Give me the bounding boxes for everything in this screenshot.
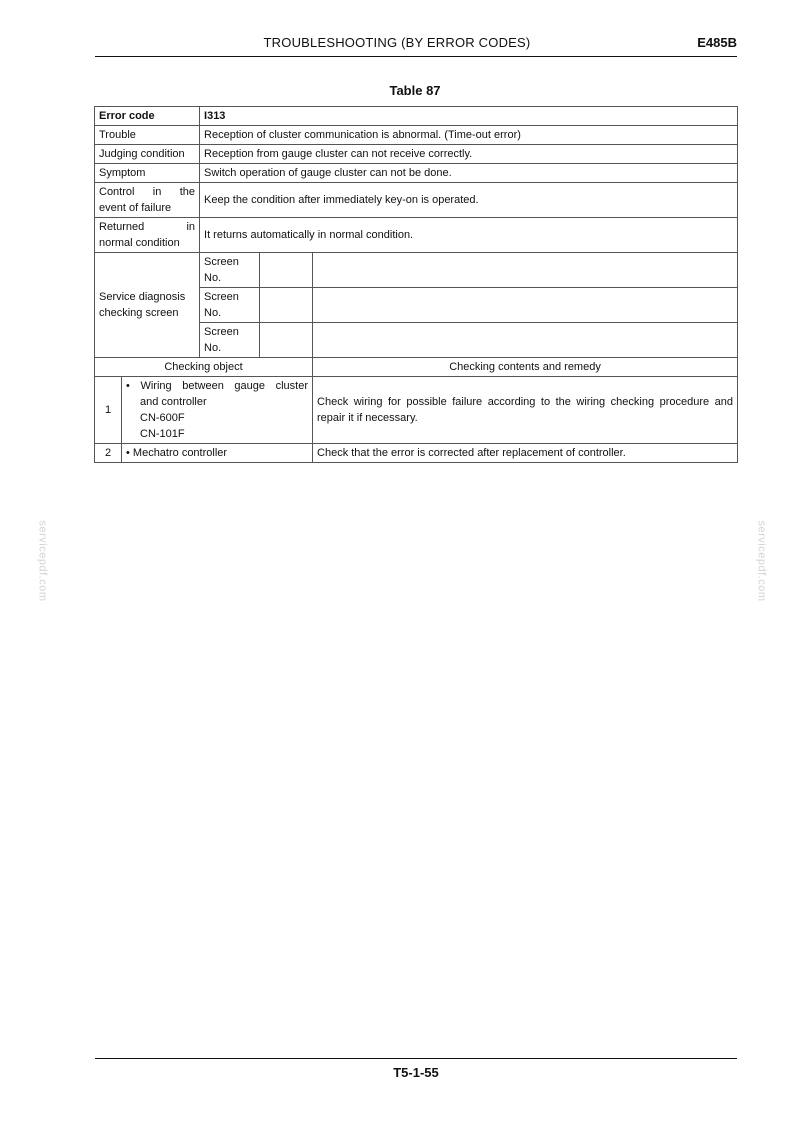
connector-label: CN-600F — [140, 412, 185, 424]
header-checking-contents: Checking contents and remedy — [313, 358, 738, 377]
check-row-1 — [95, 377, 738, 444]
row-trouble — [95, 126, 738, 145]
check-remedy: Check wiring for possible failure according to the wiring checking procedure and repair it if necessary. — [313, 377, 738, 444]
header-title: TROUBLESHOOTING (BY ERROR CODES) — [263, 35, 531, 50]
check-object-line: and controller — [140, 396, 207, 408]
label-control-line2: event of failure — [99, 202, 172, 214]
check-remedy: Check that the error is corrected after replacement of controller. — [313, 444, 738, 463]
value-error-code: I313 — [200, 107, 738, 126]
check-number: 1 — [95, 377, 122, 444]
page-number: T5-1-55 — [393, 1065, 439, 1080]
label-service-line2: checking screen — [99, 307, 179, 319]
screen-description — [313, 323, 738, 358]
footer-divider — [95, 1058, 737, 1059]
screen-no-value — [260, 323, 313, 358]
row-service-screen-1 — [95, 253, 738, 288]
screen-no-label — [200, 323, 260, 358]
label-service-diagnosis — [95, 253, 200, 358]
header-divider — [95, 56, 737, 57]
screen-no-label — [200, 253, 260, 288]
label-returned-line2: normal condition — [99, 237, 180, 249]
label-returned-normal — [95, 218, 200, 253]
screen-no-value — [260, 253, 313, 288]
watermark-right: servicepdf.com — [755, 520, 768, 602]
value-returned-normal: It returns automatically in normal condition. — [200, 218, 738, 253]
label-error-code: Error code — [95, 107, 200, 126]
screen-description — [313, 288, 738, 323]
label-symptom: Symptom — [95, 164, 200, 183]
screen-label-no: No. — [204, 272, 222, 284]
screen-label-word: Screen — [204, 326, 239, 338]
value-judging-condition: Reception from gauge cluster can not receive correctly. — [200, 145, 738, 164]
model-code: E485B — [697, 35, 737, 50]
row-judging-condition — [95, 145, 738, 164]
check-object — [122, 444, 313, 463]
check-object-line: • Wiring between gauge cluster — [126, 380, 309, 392]
check-object-line: • Mechatro controller — [126, 447, 228, 459]
screen-description — [313, 253, 738, 288]
screen-label-word: Screen — [204, 291, 239, 303]
label-control-line1: Control in the — [99, 186, 196, 198]
screen-no-value — [260, 288, 313, 323]
row-check-header — [95, 358, 738, 377]
screen-label-no: No. — [204, 342, 222, 354]
row-returned-normal — [95, 218, 738, 253]
check-number: 2 — [95, 444, 122, 463]
connector-label: CN-101F — [140, 428, 185, 440]
label-service-line1: Service diagnosis — [99, 291, 186, 303]
screen-label-no: No. — [204, 307, 222, 319]
check-object — [122, 377, 313, 444]
error-code-table — [94, 106, 738, 463]
table-caption: Table 87 — [389, 83, 441, 98]
row-error-code — [95, 107, 738, 126]
check-row-2 — [95, 444, 738, 463]
row-symptom — [95, 164, 738, 183]
screen-no-label — [200, 288, 260, 323]
header-checking-object: Checking object — [95, 358, 313, 377]
label-control-on-failure — [95, 183, 200, 218]
watermark-left: servicepdf.com — [36, 520, 49, 602]
value-symptom: Switch operation of gauge cluster can not be done. — [200, 164, 738, 183]
value-trouble: Reception of cluster communication is abnormal. (Time-out error) — [200, 126, 738, 145]
value-control-on-failure: Keep the condition after immediately key-on is operated. — [200, 183, 738, 218]
label-judging-condition: Judging condition — [95, 145, 200, 164]
label-returned-line1: Returned in — [99, 221, 196, 233]
row-control-on-failure — [95, 183, 738, 218]
screen-label-word: Screen — [204, 256, 239, 268]
label-trouble: Trouble — [95, 126, 200, 145]
